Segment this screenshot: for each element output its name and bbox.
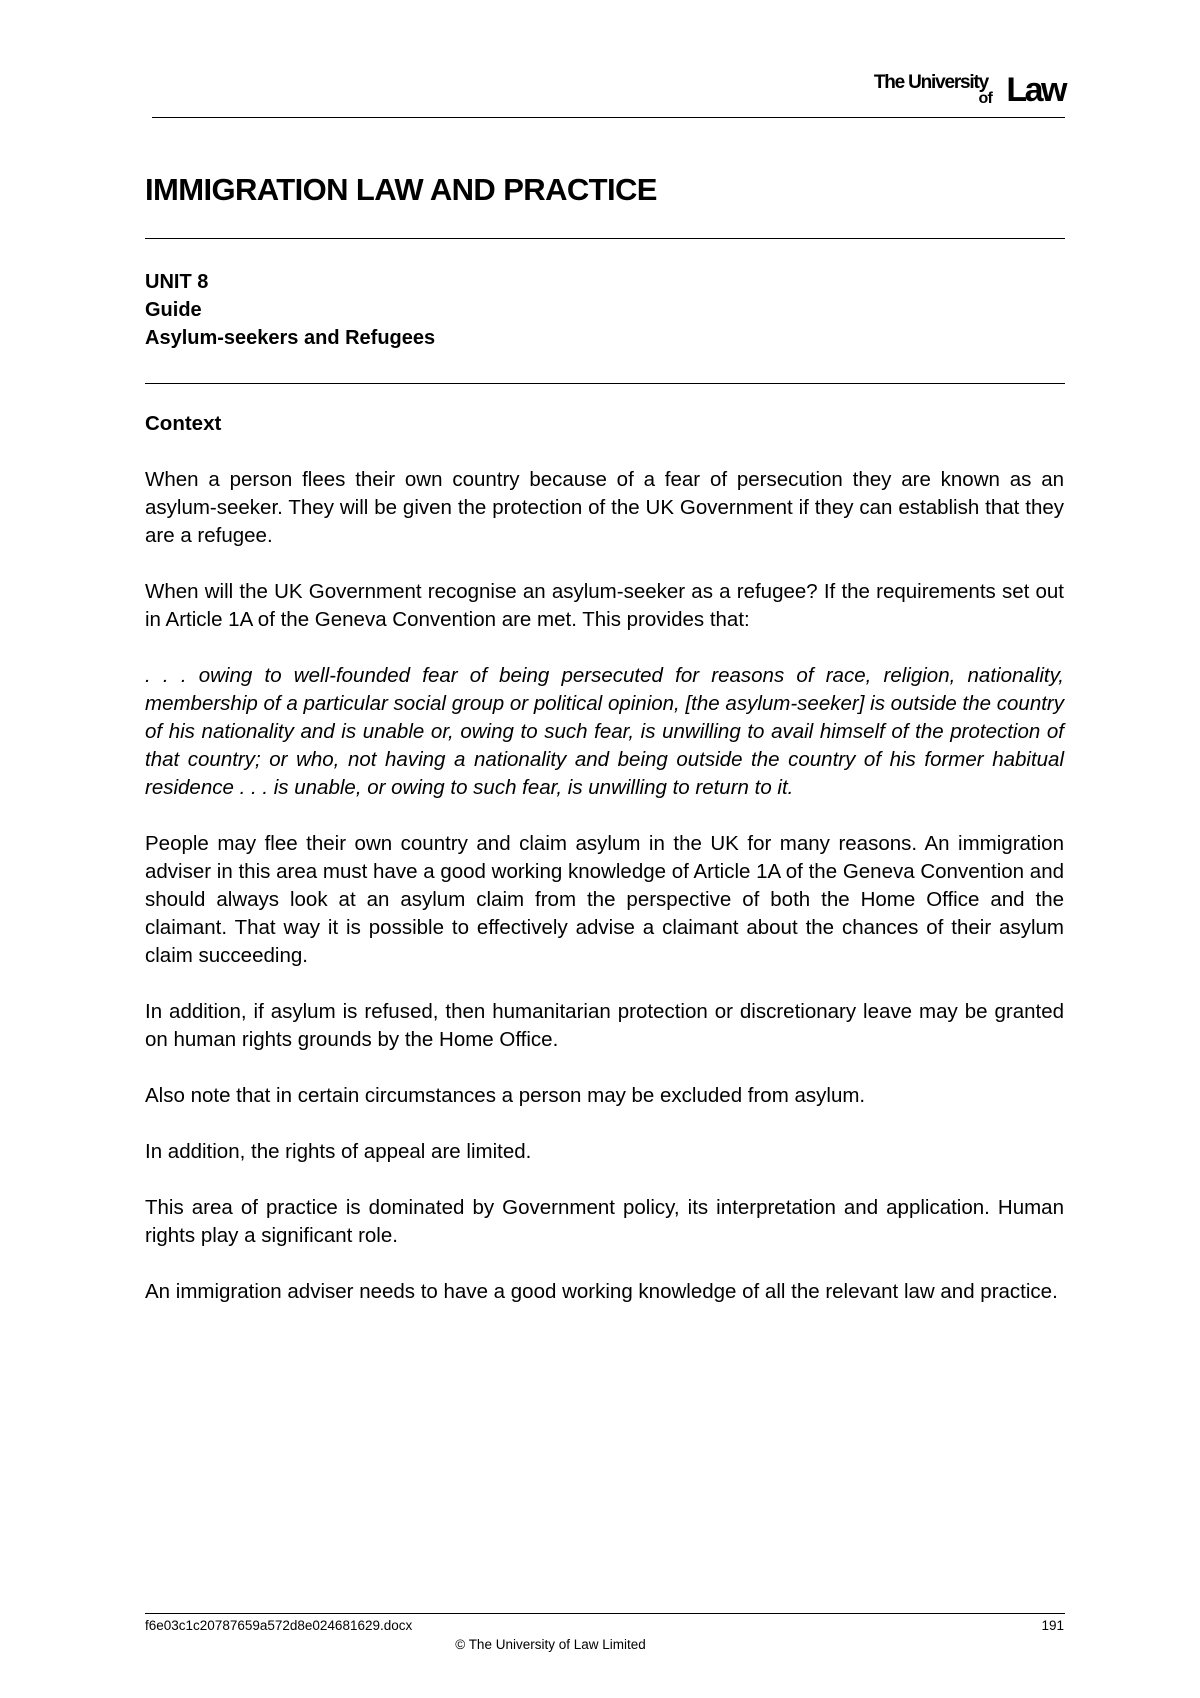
footer-divider	[145, 1613, 1065, 1614]
paragraph: When a person flees their own country because of a fear of persecution they are known as an asylum-seeker. They will be given the protection of the UK Government if they can establish that they are a refugee.	[145, 468, 1064, 547]
title-divider	[145, 238, 1065, 239]
header-divider	[152, 117, 1065, 118]
logo-text-law: Law	[1006, 71, 1065, 109]
footer-filename: f6e03c1c20787659a572d8e024681629.docx	[145, 1618, 413, 1633]
page-number: 191	[1041, 1618, 1064, 1633]
paragraph: People may flee their own country and claim asylum in the UK for many reasons. An immigration adviser in this area must have a good working knowledge of Article 1A of the Geneva Convention and should always look at an asylum claim from the perspective of both the Home Office and the claimant. That way it is possible to effectively advise a claimant about the chances of their asylum claim succeeding.	[145, 832, 1064, 967]
convention-quote: . . . owing to well-founded fear of being persecuted for reasons of race, religion, nationality, membership of a particular social group or political opinion, [the asylum-seeker] is outside the country of his nationality and is unable or, owing to such fear, is unwilling to avail himself of the protection of that country; or who, not having a nationality and being outside the country of his former habitual residence . . . is unable, or owing to such fear, is unwilling to return to it.	[145, 664, 1064, 799]
paragraph: When will the UK Government recognise an asylum-seeker as a refugee? If the requirements set out in Article 1A of the Geneva Convention are met. This provides that:	[145, 580, 1064, 631]
university-logo	[855, 68, 1065, 114]
document-body	[145, 410, 1064, 1334]
paragraph: An immigration adviser needs to have a good working knowledge of all the relevant law and practice.	[145, 1280, 1058, 1303]
paragraph: This area of practice is dominated by Government policy, its interpretation and application. Human rights play a significant role.	[145, 1196, 1064, 1247]
paragraph: Also note that in certain circumstances a person may be excluded from asylum.	[145, 1084, 866, 1107]
document-type: Guide	[145, 299, 202, 321]
section-heading: Context	[145, 412, 222, 435]
unit-subject: Asylum-seekers and Refugees	[145, 327, 436, 349]
copyright-notice: © The University of Law Limited	[455, 1637, 646, 1652]
unit-divider	[145, 383, 1065, 384]
unit-number: UNIT 8	[145, 271, 209, 293]
logo-text-university: The University	[873, 72, 988, 93]
logo-text-of: of	[978, 90, 992, 107]
paragraph: In addition, the rights of appeal are limited.	[145, 1140, 532, 1163]
paragraph: In addition, if asylum is refused, then humanitarian protection or discretionary leave may be granted on human rights grounds by the Home Office.	[145, 1000, 1064, 1051]
unit-info	[145, 268, 435, 352]
page-title: IMMIGRATION LAW AND PRACTICE	[145, 172, 657, 207]
